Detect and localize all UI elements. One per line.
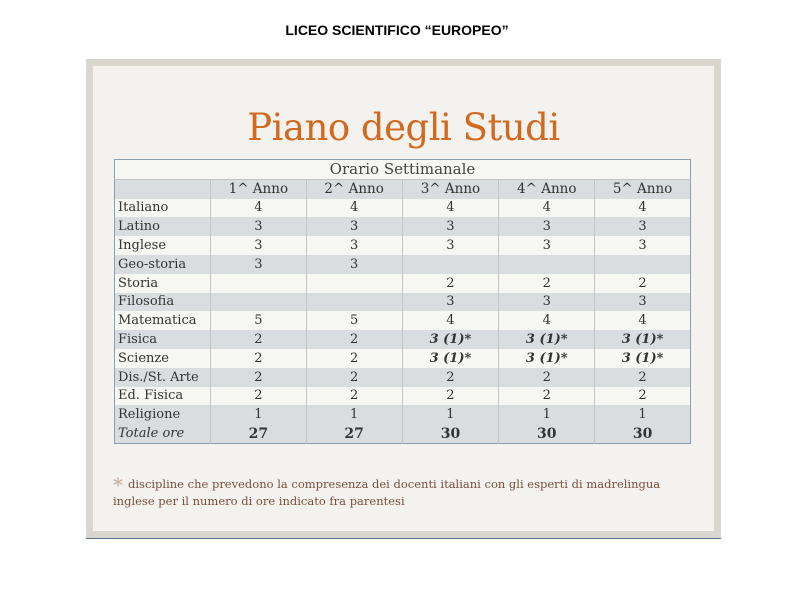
footnote-asterisk: * bbox=[113, 473, 123, 497]
hours-cell: 3 (1)* bbox=[402, 349, 499, 368]
hours-cell: 1 bbox=[595, 405, 691, 424]
hours-cell: 1 bbox=[499, 405, 595, 424]
hours-cell: 2 bbox=[306, 387, 402, 406]
total-label: Totale ore bbox=[115, 424, 211, 443]
subject-label: Latino bbox=[115, 217, 211, 236]
hours-cell: 2 bbox=[306, 330, 402, 349]
subject-label: Fisica bbox=[115, 330, 211, 349]
subject-label: Italiano bbox=[115, 199, 211, 218]
hours-cell: 3 bbox=[595, 293, 691, 312]
hours-cell: 3 (1)* bbox=[402, 330, 499, 349]
hours-cell bbox=[499, 255, 595, 274]
hours-cell: 4 bbox=[402, 311, 499, 330]
table-row bbox=[115, 387, 691, 406]
hours-cell bbox=[402, 255, 499, 274]
hours-cell: 3 bbox=[402, 217, 499, 236]
hours-cell: 2 bbox=[210, 349, 306, 368]
hours-cell: 1 bbox=[402, 405, 499, 424]
subject-label: Filosofia bbox=[115, 293, 211, 312]
hours-cell: 2 bbox=[595, 368, 691, 387]
footnote-text: discipline che prevedono la compresenza dei docenti italiani con gli esperti di madrelingua inglese per il numero di ore indicato fra parentesi bbox=[113, 477, 661, 508]
hours-cell: 3 bbox=[210, 255, 306, 274]
subject-label: Inglese bbox=[115, 236, 211, 255]
subject-label: Scienze bbox=[115, 349, 211, 368]
table-row bbox=[115, 311, 691, 330]
slide-heading: Piano degli Studi bbox=[247, 106, 560, 149]
total-row bbox=[115, 424, 691, 443]
hours-cell: 3 bbox=[210, 217, 306, 236]
total-cell: 30 bbox=[402, 424, 499, 443]
hours-cell: 2 bbox=[210, 368, 306, 387]
hours-cell: 5 bbox=[210, 311, 306, 330]
hours-cell: 4 bbox=[499, 199, 595, 218]
column-header-row bbox=[115, 179, 691, 198]
hours-cell: 2 bbox=[499, 368, 595, 387]
hours-cell bbox=[595, 255, 691, 274]
hours-cell: 2 bbox=[210, 330, 306, 349]
footnote bbox=[113, 473, 698, 510]
subject-label: Religione bbox=[115, 405, 211, 424]
hours-cell: 1 bbox=[210, 405, 306, 424]
hours-cell: 3 bbox=[306, 217, 402, 236]
hours-cell: 3 bbox=[306, 255, 402, 274]
hours-cell: 2 bbox=[402, 274, 499, 293]
hours-cell: 3 bbox=[402, 236, 499, 255]
hours-cell: 3 bbox=[499, 236, 595, 255]
subject-label: Ed. Fisica bbox=[115, 387, 211, 406]
page-title: LICEO SCIENTIFICO “EUROPEO” bbox=[285, 22, 509, 38]
hours-cell: 3 bbox=[402, 293, 499, 312]
column-header: 5^ Anno bbox=[595, 179, 691, 198]
hours-cell: 3 (1)* bbox=[499, 330, 595, 349]
slide-card bbox=[86, 59, 721, 538]
hours-cell: 3 bbox=[306, 236, 402, 255]
hours-cell: 2 bbox=[402, 387, 499, 406]
hours-cell: 4 bbox=[402, 199, 499, 218]
hours-cell: 2 bbox=[210, 387, 306, 406]
table-row bbox=[115, 349, 691, 368]
hours-cell: 4 bbox=[306, 199, 402, 218]
hours-cell: 3 (1)* bbox=[595, 330, 691, 349]
total-cell: 30 bbox=[595, 424, 691, 443]
table-row bbox=[115, 405, 691, 424]
subject-label: Geo-storia bbox=[115, 255, 211, 274]
column-header: 4^ Anno bbox=[499, 179, 595, 198]
hours-cell bbox=[306, 293, 402, 312]
study-plan-table bbox=[114, 159, 691, 444]
hours-cell: 2 bbox=[306, 368, 402, 387]
column-header-blank bbox=[115, 179, 211, 198]
table-title: Orario Settimanale bbox=[115, 160, 691, 180]
column-header: 2^ Anno bbox=[306, 179, 402, 198]
hours-cell: 2 bbox=[499, 274, 595, 293]
hours-cell: 3 (1)* bbox=[595, 349, 691, 368]
total-cell: 27 bbox=[210, 424, 306, 443]
hours-cell: 4 bbox=[595, 199, 691, 218]
hours-cell: 3 bbox=[595, 236, 691, 255]
hours-cell: 1 bbox=[306, 405, 402, 424]
subject-label: Dis./St. Arte bbox=[115, 368, 211, 387]
hours-cell: 3 bbox=[595, 217, 691, 236]
hours-cell bbox=[210, 274, 306, 293]
subject-label: Matematica bbox=[115, 311, 211, 330]
table-row bbox=[115, 199, 691, 218]
total-cell: 30 bbox=[499, 424, 595, 443]
hours-cell: 2 bbox=[402, 368, 499, 387]
hours-cell: 2 bbox=[595, 274, 691, 293]
hours-cell bbox=[210, 293, 306, 312]
hours-cell: 2 bbox=[499, 387, 595, 406]
table-row bbox=[115, 368, 691, 387]
hours-cell: 4 bbox=[210, 199, 306, 218]
table-row bbox=[115, 236, 691, 255]
hours-cell: 3 (1)* bbox=[499, 349, 595, 368]
hours-cell: 3 bbox=[210, 236, 306, 255]
hours-cell: 2 bbox=[306, 349, 402, 368]
hours-cell: 4 bbox=[595, 311, 691, 330]
subject-label: Storia bbox=[115, 274, 211, 293]
column-header: 1^ Anno bbox=[210, 179, 306, 198]
table-row bbox=[115, 217, 691, 236]
hours-cell bbox=[306, 274, 402, 293]
hours-cell: 3 bbox=[499, 217, 595, 236]
hours-cell: 4 bbox=[499, 311, 595, 330]
table-row bbox=[115, 274, 691, 293]
slide-bottom-line bbox=[86, 538, 721, 539]
hours-cell: 3 bbox=[499, 293, 595, 312]
column-header: 3^ Anno bbox=[402, 179, 499, 198]
table-row bbox=[115, 255, 691, 274]
table-row bbox=[115, 293, 691, 312]
table-row bbox=[115, 330, 691, 349]
hours-cell: 5 bbox=[306, 311, 402, 330]
hours-cell: 2 bbox=[595, 387, 691, 406]
total-cell: 27 bbox=[306, 424, 402, 443]
